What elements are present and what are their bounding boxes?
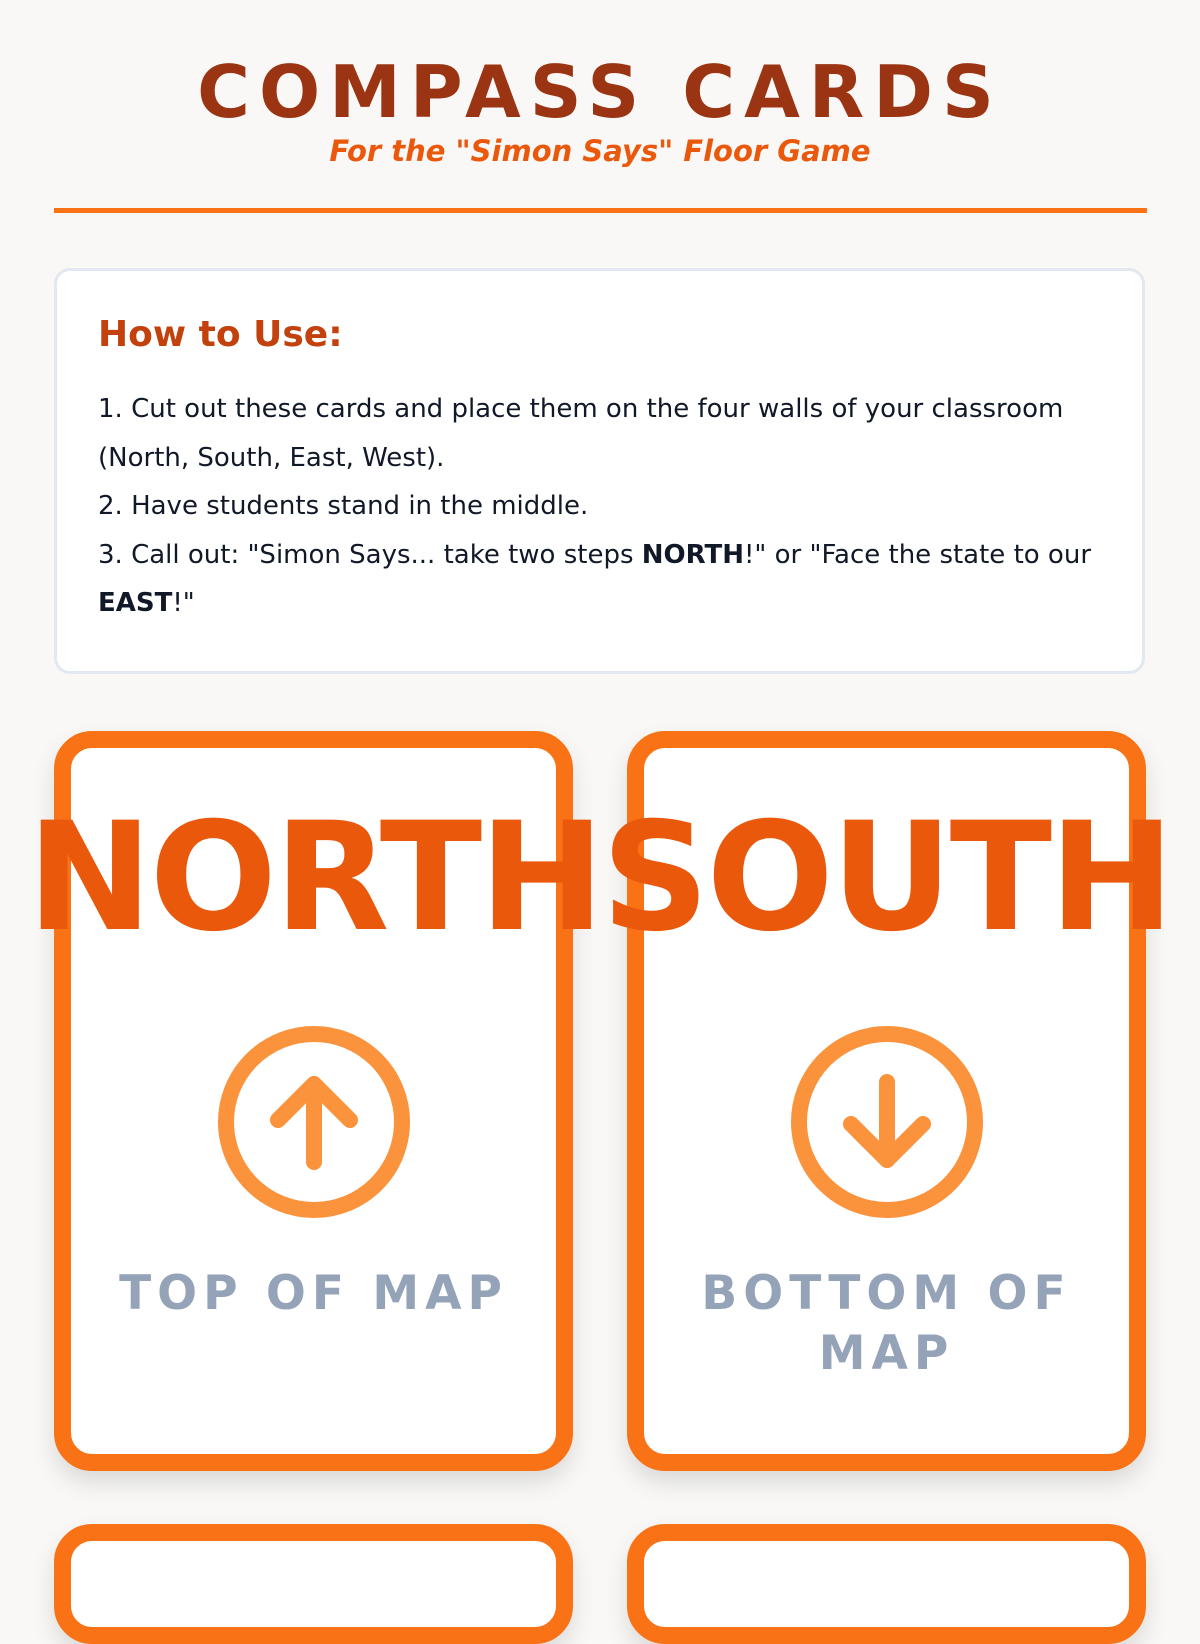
direction-labels	[0, 791, 1200, 965]
arrow-down-circle-icon	[787, 1022, 987, 1222]
instructions-steps	[98, 385, 1102, 628]
instruction-step-1: 1. Cut out these cards and place them on the four walls of your classroom (North, South, East, West).	[98, 394, 1064, 473]
direction-north: NORTH	[27, 791, 602, 965]
step3-keyword-north: NORTH	[641, 539, 744, 570]
instructions-box	[54, 268, 1145, 674]
page-subtitle: For the "Simon Says" Floor Game	[329, 134, 871, 168]
instruction-step-3	[98, 531, 1102, 628]
step3-text-end: !"	[172, 588, 195, 618]
header-divider	[54, 208, 1147, 213]
compass-card-west	[627, 1524, 1146, 1644]
instruction-step-2: 2. Have students stand in the middle.	[98, 491, 589, 521]
step3-text-middle: !" or "Face the state to our	[743, 539, 1092, 570]
step3-text-start: 3. Call out: "Simon Says... take two steps	[98, 539, 642, 570]
card-caption-north: TOP OF MAP	[119, 1266, 508, 1321]
direction-south: SOUTH	[601, 791, 1172, 965]
page-title: COMPASS CARDS	[197, 50, 1003, 134]
page-header	[0, 48, 1200, 170]
card-caption-south: BOTTOM OF MAP	[701, 1266, 1072, 1381]
compass-card-east	[54, 1524, 573, 1644]
arrow-up-circle-icon	[214, 1022, 414, 1222]
instructions-title: How to Use:	[98, 314, 343, 355]
step3-keyword-east: EAST	[98, 588, 173, 618]
